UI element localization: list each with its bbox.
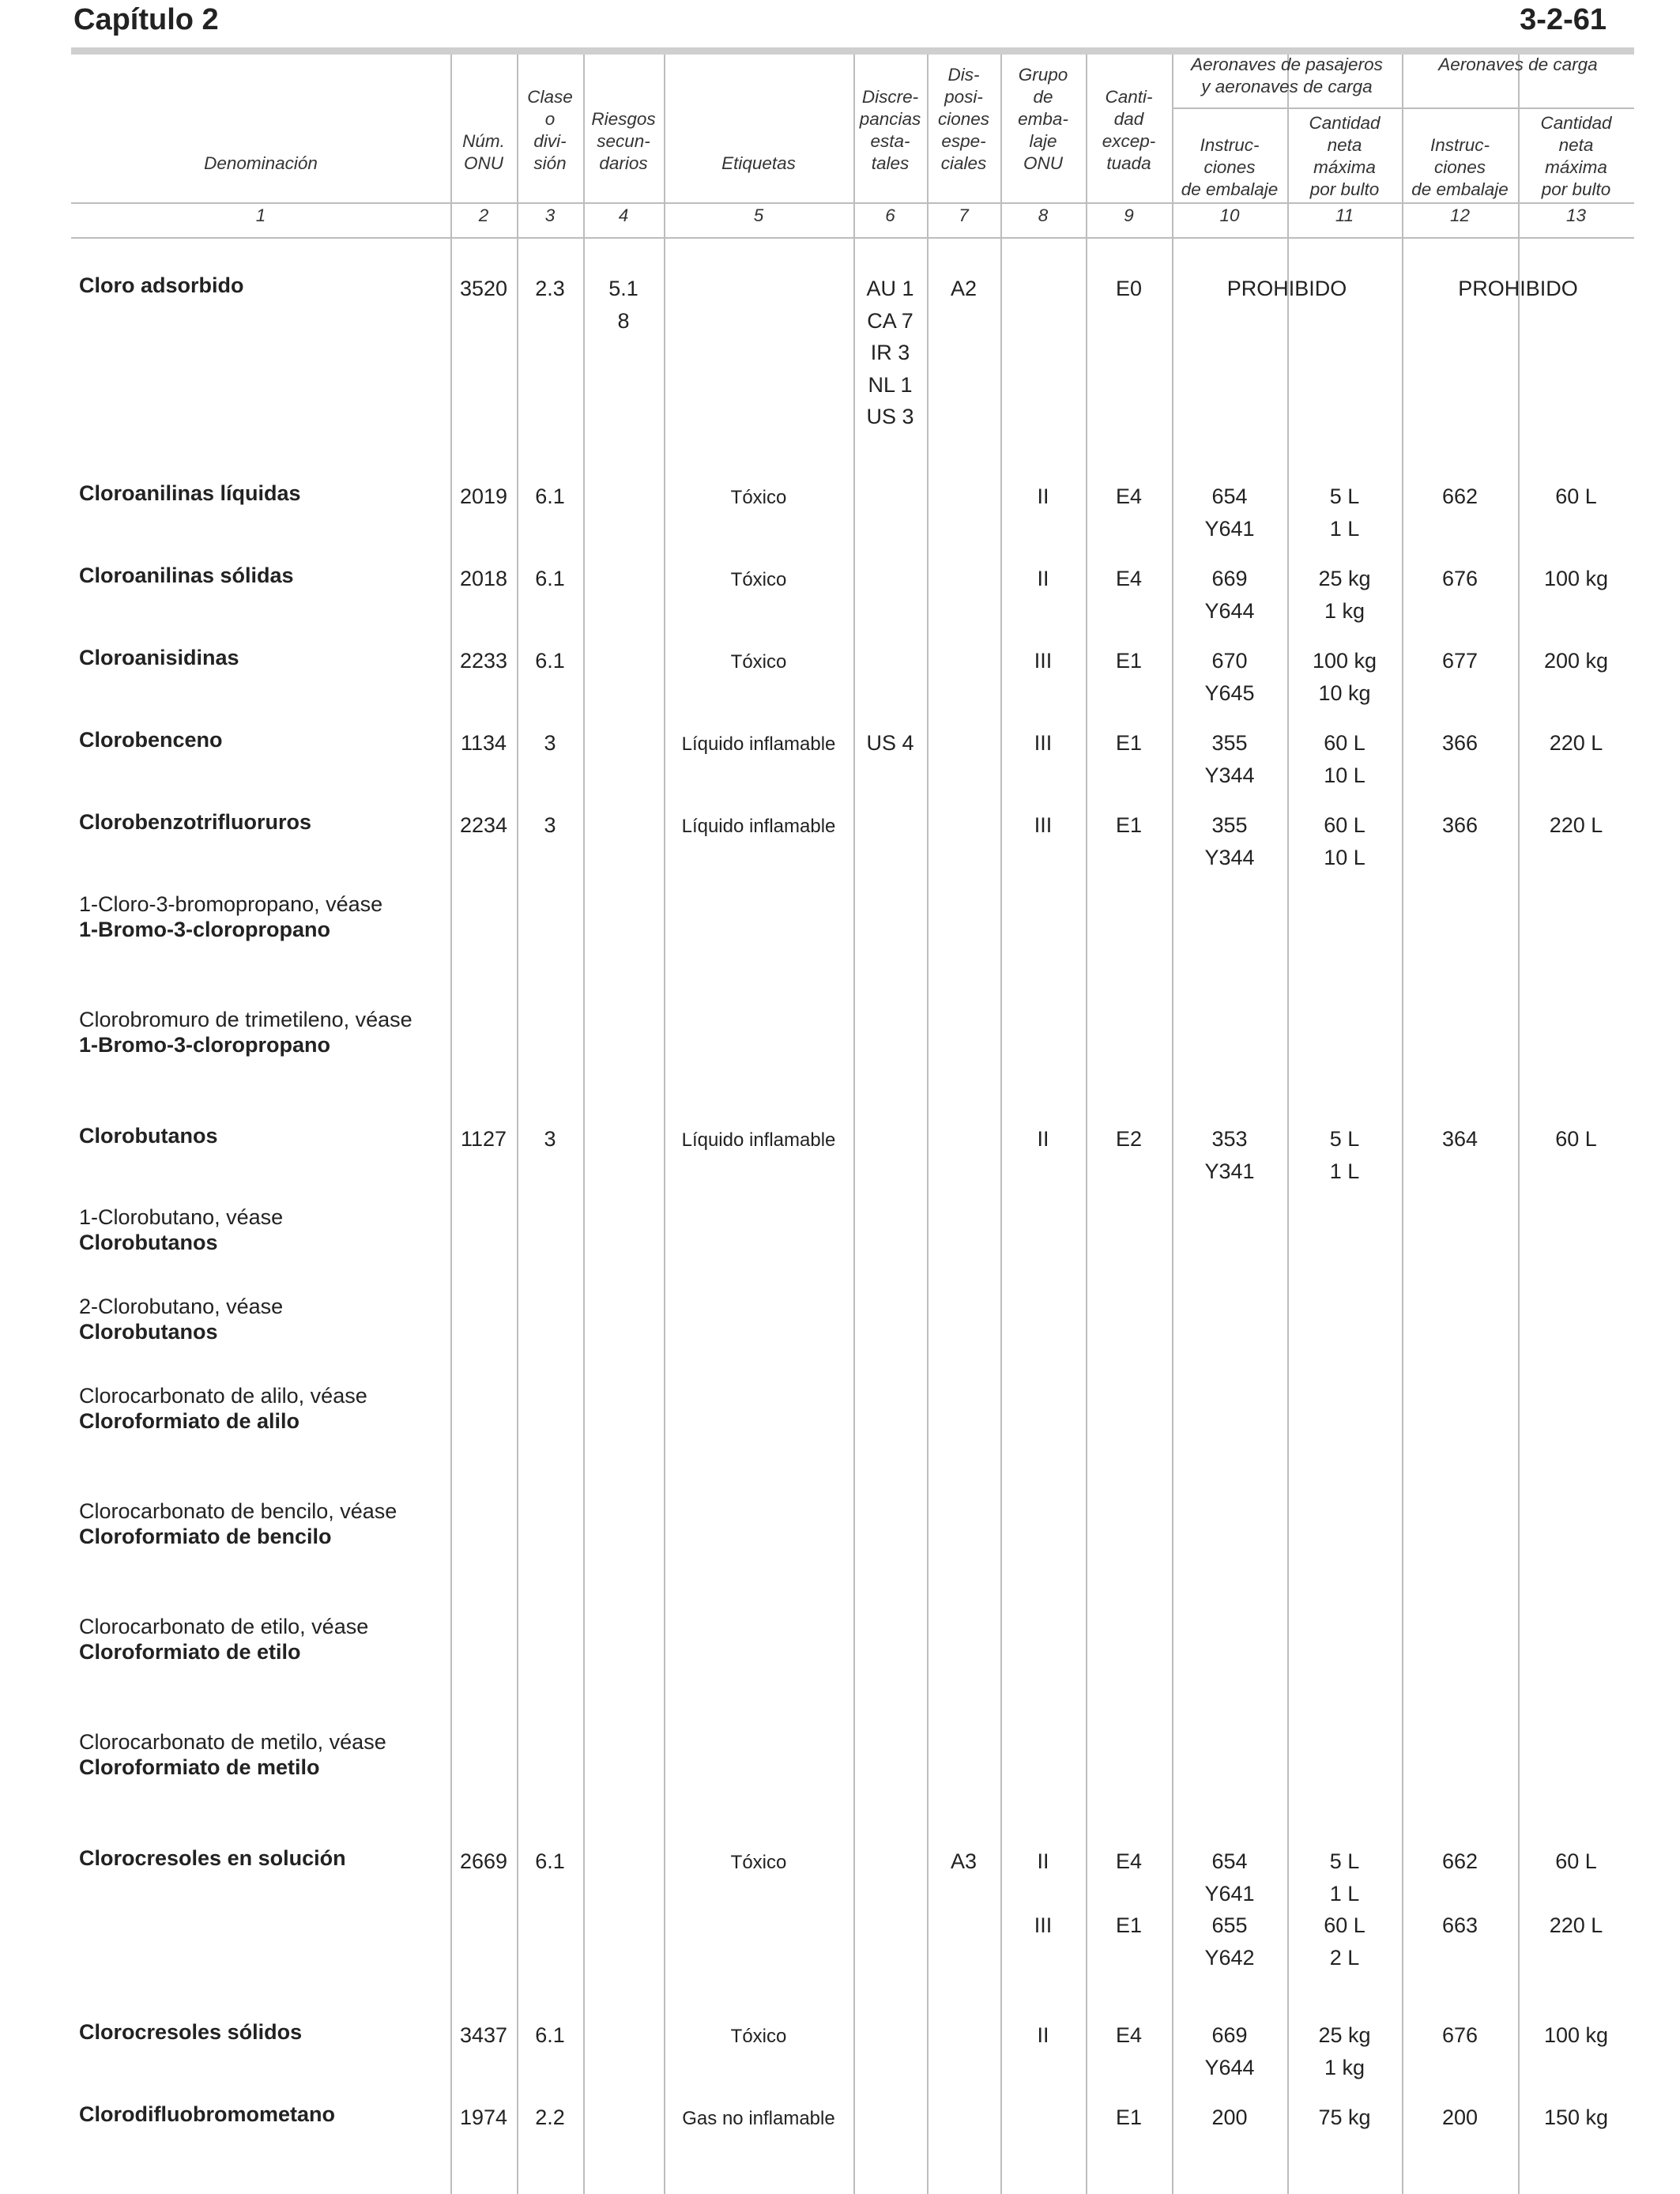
class-division: 2.3 — [535, 277, 565, 300]
excepted-quantity: E0 — [1115, 277, 1143, 300]
column-header-instrucciones-carga: Instruc- ciones de embalaje — [1411, 135, 1509, 199]
un-number: 1974 — [459, 2105, 508, 2129]
un-number: 3437 — [459, 2023, 508, 2047]
cargo-max-quantity: 60 L 220 L — [1549, 1849, 1603, 1937]
page-number: 3-2-61 — [1520, 3, 1607, 36]
passenger-packing-instruction: 355 Y344 — [1204, 731, 1255, 787]
substance-name: Clorobenzotrifluoruros — [79, 810, 311, 834]
column-number: 7 — [959, 205, 969, 225]
un-number: 2018 — [459, 567, 508, 590]
excepted-quantity: E1 — [1115, 649, 1143, 673]
page-header — [73, 3, 1607, 43]
column-header-cantidad-pax: Cantidad neta máxima por bulto — [1309, 113, 1381, 199]
passenger-packing-instruction: 669 Y644 — [1204, 2023, 1255, 2079]
un-number: 2234 — [459, 813, 508, 837]
column-number: 11 — [1335, 205, 1354, 225]
column-header-cantidad-carga: Cantidad neta máxima por bulto — [1540, 113, 1612, 199]
class-division: 6.1 — [535, 649, 565, 673]
packing-group: III — [1034, 731, 1053, 755]
passenger-packing-instruction: 669 Y644 — [1204, 567, 1255, 623]
packing-group: II III — [1034, 1849, 1053, 1937]
hazard-label: Líquido inflamable — [681, 733, 836, 755]
state-variations: US 4 — [866, 731, 914, 755]
cargo-max-quantity: 60 L — [1555, 484, 1597, 508]
packing-group: III — [1034, 813, 1053, 837]
cargo-packing-instruction: 676 — [1441, 2023, 1478, 2047]
substance-name: Clorobenceno — [79, 728, 223, 752]
cargo-max-quantity: 220 L — [1549, 813, 1603, 837]
reference-target: Clorobutanos — [79, 1320, 218, 1344]
cargo-max-quantity: 220 L — [1549, 731, 1603, 755]
excepted-quantity: E1 — [1115, 731, 1143, 755]
excepted-quantity: E4 — [1115, 484, 1143, 508]
column-number: 13 — [1565, 205, 1587, 225]
class-division: 6.1 — [535, 1849, 565, 1873]
packing-group: II — [1037, 567, 1049, 590]
passenger-packing-instruction: 353 Y341 — [1204, 1127, 1255, 1183]
hazard-label: Gas no inflamable — [682, 2108, 835, 2129]
excepted-quantity: E4 — [1115, 567, 1143, 590]
class-division: 3 — [544, 731, 556, 755]
column-number: 2 — [478, 205, 489, 225]
column-number: 6 — [885, 205, 895, 225]
un-number: 1134 — [460, 731, 507, 755]
excepted-quantity: E1 — [1115, 2105, 1143, 2129]
cargo-packing-instruction: 364 — [1441, 1127, 1478, 1151]
column-group-carga: Aeronaves de carga — [1438, 55, 1598, 74]
column-number: 8 — [1038, 205, 1049, 225]
substance-name: Clorobutanos — [79, 1124, 218, 1148]
hazard-label: Tóxico — [730, 2026, 787, 2047]
passenger-max-quantity: 5 L 1 L — [1329, 484, 1360, 541]
substance-name: Clorocresoles sólidos — [79, 2020, 303, 2044]
reference-target: 1-Bromo-3-cloropropano — [79, 918, 331, 941]
column-number: 1 — [255, 205, 266, 225]
class-division: 6.1 — [535, 2023, 565, 2047]
passenger-packing-instruction: 654 Y641 — [1204, 484, 1255, 541]
passenger-forbidden: PROHIBIDO — [1226, 277, 1347, 300]
un-number: 2233 — [459, 649, 508, 673]
un-number: 3520 — [459, 277, 508, 300]
cargo-packing-instruction: 366 — [1441, 813, 1478, 837]
column-header-riesgos: Riesgos secun- darios — [591, 109, 656, 173]
cargo-packing-instruction: 662 — [1441, 484, 1478, 508]
reference-text: 2-Clorobutano, véase — [79, 1295, 284, 1318]
reference-entry — [79, 1294, 443, 1344]
hazard-label: Tóxico — [730, 1852, 787, 1873]
reference-target: Cloroformiato de metilo — [79, 1755, 320, 1779]
cargo-packing-instruction: 200 — [1441, 2105, 1478, 2129]
class-division: 2.2 — [535, 2105, 565, 2129]
reference-entry — [79, 1007, 443, 1057]
reference-target: Clorobutanos — [79, 1231, 218, 1254]
column-header-grupo-embalaje: Grupo de emba- laje ONU — [1018, 65, 1068, 173]
reference-entry — [79, 1383, 443, 1434]
class-division: 3 — [544, 813, 556, 837]
un-number: 1127 — [460, 1127, 507, 1151]
column-number: 5 — [753, 205, 764, 225]
packing-group: III — [1034, 649, 1053, 673]
column-group-pasajeros: Aeronaves de pasajeros y aeronaves de carga — [1191, 55, 1383, 96]
excepted-quantity: E1 — [1115, 813, 1143, 837]
hazard-label: Tóxico — [730, 651, 787, 673]
hazard-label: Líquido inflamable — [681, 1129, 836, 1151]
substance-name: Cloroanisidinas — [79, 646, 239, 669]
cargo-packing-instruction: 677 — [1441, 649, 1478, 673]
reference-entry — [79, 1614, 443, 1664]
column-header-denominacion: Denominación — [204, 153, 318, 173]
column-header-etiquetas: Etiquetas — [721, 153, 796, 173]
excepted-quantity: E2 — [1115, 1127, 1143, 1151]
un-number: 2669 — [459, 1849, 508, 1873]
passenger-max-quantity: 25 kg 1 kg — [1318, 567, 1371, 623]
reference-target: Cloroformiato de bencilo — [79, 1525, 332, 1548]
column-header-instrucciones-pax: Instruc- ciones de embalaje — [1181, 135, 1279, 199]
state-variations: AU 1 CA 7 IR 3 NL 1 US 3 — [866, 277, 914, 428]
cargo-max-quantity: 100 kg — [1543, 567, 1609, 590]
excepted-quantity: E4 E1 — [1115, 1849, 1143, 1937]
reference-target: Cloroformiato de alilo — [79, 1409, 300, 1433]
excepted-quantity: E4 — [1115, 2023, 1143, 2047]
passenger-packing-instruction: 654 Y641 655 Y642 — [1204, 1849, 1255, 1970]
reference-text: Clorocarbonato de etilo, véase — [79, 1615, 369, 1638]
column-number: 10 — [1219, 205, 1240, 225]
substance-name: Clorodifluobromometano — [79, 2102, 335, 2126]
column-header-disposiciones: Dis- posi- ciones espe- ciales — [937, 65, 990, 173]
column-header-num-onu: Núm. ONU — [462, 131, 505, 173]
packing-group: II — [1037, 484, 1049, 508]
passenger-packing-instruction: 670 Y645 — [1204, 649, 1255, 705]
passenger-packing-instruction: 355 Y344 — [1204, 813, 1255, 869]
passenger-max-quantity: 100 kg 10 kg — [1312, 649, 1377, 705]
cargo-packing-instruction: 366 — [1441, 731, 1478, 755]
class-division: 3 — [544, 1127, 556, 1151]
hazard-label: Líquido inflamable — [681, 816, 836, 837]
subsidiary-risk: 5.1 8 — [608, 277, 638, 333]
cargo-max-quantity: 200 kg — [1543, 649, 1609, 673]
column-number: 12 — [1449, 205, 1471, 225]
column-number: 4 — [618, 205, 629, 225]
reference-entry — [79, 1498, 443, 1549]
substance-name: Cloroanilinas sólidas — [79, 564, 294, 587]
reference-text: Clorocarbonato de metilo, véase — [79, 1730, 386, 1754]
column-header-discrepancias: Discre- pancias esta- tales — [859, 87, 921, 173]
reference-entry — [79, 1204, 443, 1255]
column-header-cantidad-exceptuada: Canti- dad excep- tuada — [1102, 87, 1156, 173]
passenger-max-quantity: 25 kg 1 kg — [1318, 2023, 1371, 2079]
passenger-max-quantity: 75 kg — [1318, 2105, 1371, 2129]
class-division: 6.1 — [535, 484, 565, 508]
column-number: 9 — [1124, 205, 1134, 225]
cargo-forbidden: PROHIBIDO — [1458, 277, 1578, 300]
cargo-packing-instruction: 676 — [1441, 567, 1478, 590]
cargo-max-quantity: 60 L — [1555, 1127, 1597, 1151]
reference-target: Cloroformiato de etilo — [79, 1640, 301, 1664]
reference-text: 1-Clorobutano, véase — [79, 1205, 284, 1229]
substance-name: Cloroanilinas líquidas — [79, 481, 301, 505]
reference-text: Clorobromuro de trimetileno, véase — [79, 1008, 412, 1031]
substance-name: Cloro adsorbido — [79, 273, 244, 297]
un-number: 2019 — [459, 484, 508, 508]
passenger-max-quantity: 60 L 10 L — [1324, 813, 1365, 869]
cargo-max-quantity: 150 kg — [1543, 2105, 1609, 2129]
reference-text: Clorocarbonato de alilo, véase — [79, 1384, 367, 1408]
column-header-clase: Clase o divi- sión — [527, 87, 573, 173]
class-division: 6.1 — [535, 567, 565, 590]
passenger-packing-instruction: 200 — [1211, 2105, 1248, 2129]
cargo-max-quantity: 100 kg — [1543, 2023, 1609, 2047]
passenger-max-quantity: 5 L 1 L 60 L 2 L — [1324, 1849, 1365, 1970]
reference-target: 1-Bromo-3-cloropropano — [79, 1033, 331, 1057]
reference-entry — [79, 1729, 443, 1780]
cargo-packing-instruction: 662 663 — [1441, 1849, 1478, 1937]
reference-text: Clorocarbonato de bencilo, véase — [79, 1499, 397, 1523]
reference-text: 1-Cloro-3-bromopropano, véase — [79, 892, 383, 916]
hazard-label: Tóxico — [730, 569, 787, 590]
passenger-max-quantity: 5 L 1 L — [1329, 1127, 1360, 1183]
hazard-label: Tóxico — [730, 487, 787, 508]
packing-group: II — [1037, 2023, 1049, 2047]
special-provisions: A3 — [950, 1849, 977, 1873]
passenger-max-quantity: 60 L 10 L — [1324, 731, 1365, 787]
reference-entry — [79, 892, 443, 942]
substance-name: Clorocresoles en solución — [79, 1846, 346, 1870]
column-number: 3 — [544, 205, 556, 225]
chapter-title: Capítulo 2 — [73, 3, 219, 36]
packing-group: II — [1037, 1127, 1049, 1151]
special-provisions: A2 — [950, 277, 977, 300]
